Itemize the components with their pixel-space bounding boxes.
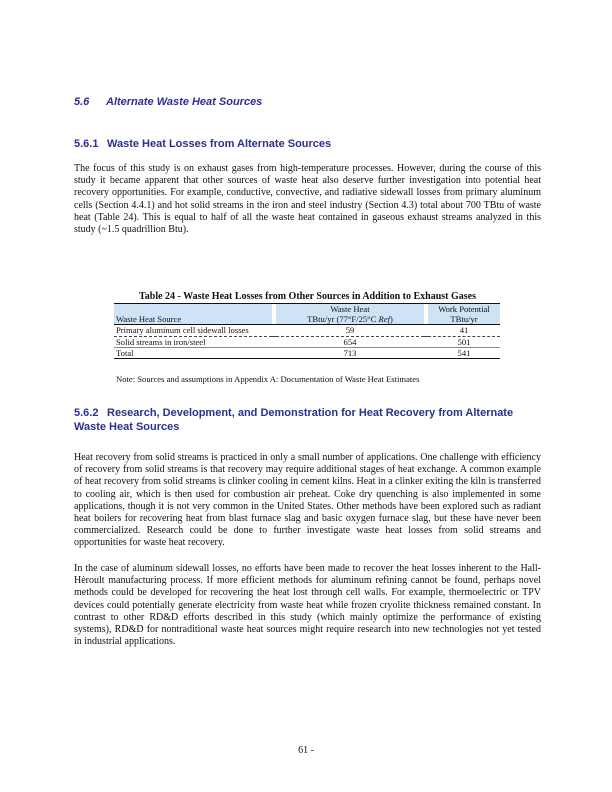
row-work-potential: 41 bbox=[428, 325, 500, 336]
subsection-title-1: Waste Heat Losses from Alternate Sources bbox=[107, 138, 332, 150]
table-caption: Table 24 - Waste Heat Losses from Other Sources in Addition to Exhaust Gases bbox=[139, 291, 476, 302]
table-row bbox=[114, 325, 500, 336]
subsection-heading-1 bbox=[74, 138, 331, 150]
subsection-number-1: 5.6.1 bbox=[74, 138, 99, 150]
body-paragraph-2: Heat recovery from solid streams is practiced in only a small number of applications. One challenge with efficiency of recovery from solid streams is that recovery may require additional stages of heat exchange. A common example of heat recovery from solid streams is clinker cooling in cement kilns. Heat in a clinker exiting the kiln is transferred to cooling air, which is then used for combustion air preheat. Coke dry quenching is also implemented in some applications, though it is not very common in the United States. Other methods have been explored such as radiant heat boilers for recovering heat from blast furnace slag and basic oxygen furnace slag, but these have never been commercialized. Research could be done to further investigate waste heat losses from solid streams and opportunities for waste heat recovery. bbox=[74, 452, 541, 549]
subsection-title-2: Research, Development, and Demonstration for Heat Recovery from Alternate Waste Heat Sources bbox=[74, 407, 514, 433]
row-work-potential: 501 bbox=[428, 336, 500, 347]
header-work-potential-line1: Work Potential bbox=[438, 304, 490, 314]
body-paragraph-3: In the case of aluminum sidewall losses, no efforts have been made to recover the heat losses inherent to the Hall-Hèroult manufacturing process. If more efficient methods for aluminum refining cannot be found, perhaps novel methods could be developed for recovering the heat lost through cell walls. For example, thermoelectric or TPV devices could potentially generate electricity from waste heat while frozen cryolite thickness remained constant. In contrast to other RD&D efforts described in this study (which mainly optimize the performance of existing systems), RD&D for nontraditional waste heat sources might require research into new technologies not yet tested in industrial applications. bbox=[74, 563, 541, 648]
header-waste-heat-source: Waste Heat Source bbox=[114, 304, 272, 325]
row-waste-heat: 59 bbox=[276, 325, 424, 336]
row-source: Total bbox=[114, 347, 272, 358]
header-waste-heat bbox=[276, 304, 424, 325]
table-row bbox=[114, 336, 500, 347]
row-source: Solid streams in iron/steel bbox=[114, 336, 272, 347]
subsection-heading-2 bbox=[74, 406, 544, 434]
subsection-number-2: 5.6.2 bbox=[74, 407, 99, 419]
table-note: Note: Sources and assumptions in Appendix A: Documentation of Waste Heat Estimates bbox=[116, 374, 420, 384]
section-heading bbox=[74, 96, 262, 108]
section-title: Alternate Waste Heat Sources bbox=[106, 96, 263, 108]
table-header-row bbox=[114, 304, 500, 325]
header-work-potential-line2: TBtu/yr bbox=[450, 314, 478, 325]
row-waste-heat: 713 bbox=[276, 347, 424, 358]
header-waste-heat-line1: Waste Heat bbox=[330, 304, 370, 314]
row-waste-heat: 654 bbox=[276, 336, 424, 347]
header-work-potential bbox=[428, 304, 500, 325]
page-number: 61 - bbox=[298, 745, 314, 756]
row-source: Primary aluminum cell sidewall losses bbox=[114, 325, 272, 336]
header-waste-heat-line2: TBtu/yr (77°F/25°C Ref) bbox=[307, 314, 393, 325]
waste-heat-table bbox=[114, 304, 500, 359]
table-row-total bbox=[114, 347, 500, 358]
body-paragraph-1: The focus of this study is on exhaust gases from high-temperature processes. However, during the course of this study it became apparent that other sources of waste heat also deserve further investigation into potential heat recovery opportunities. For example, conductive, convective, and radiative sidewall losses from primary aluminum cells (Section 4.4.1) and hot solid streams in the iron and steel industry (Section 4.3) total about 700 TBtu of waste heat (Table 24). This is equal to half of all the waste heat contained in gaseous exhaust streams analyzed in this study (~1.5 quadrillion Btu). bbox=[74, 163, 541, 236]
row-work-potential: 541 bbox=[428, 347, 500, 358]
section-number: 5.6 bbox=[74, 96, 90, 108]
